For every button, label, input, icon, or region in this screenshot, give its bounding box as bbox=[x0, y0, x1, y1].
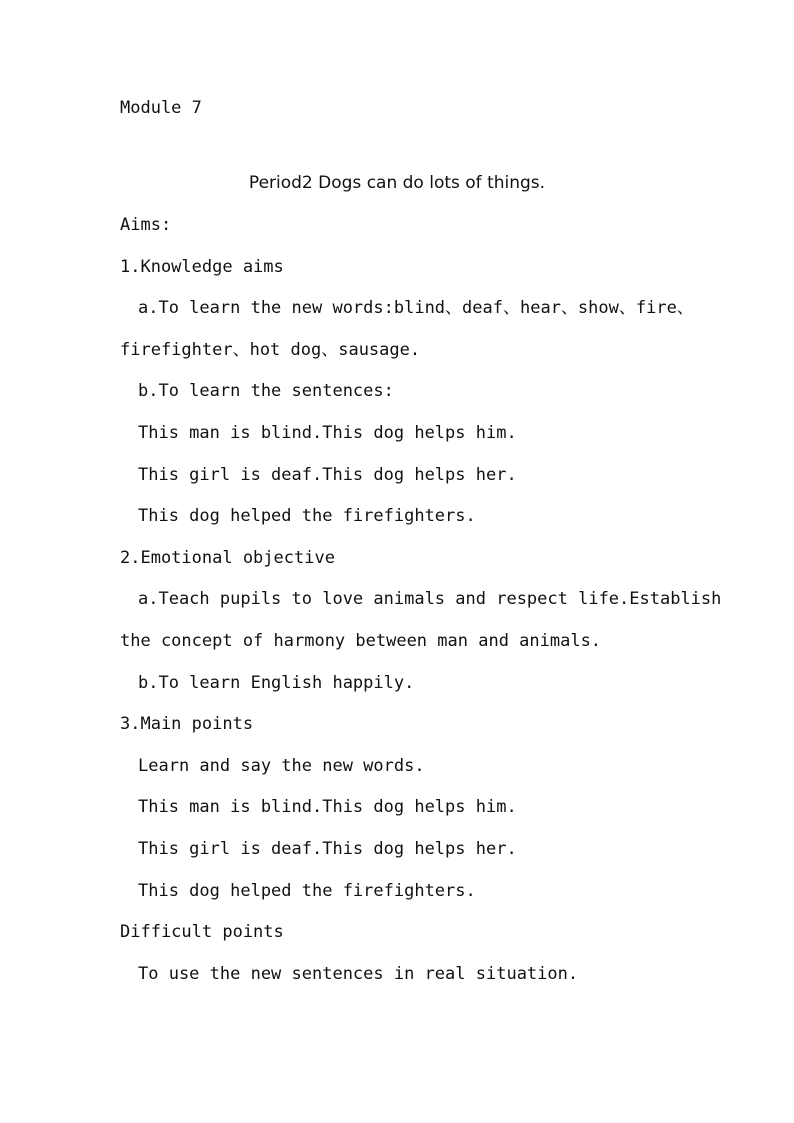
emotional-objective-heading: 2.Emotional objective bbox=[120, 548, 335, 568]
sentence-item: This man is blind.This dog helps him. bbox=[138, 423, 517, 443]
module-heading: Module 7 bbox=[120, 98, 202, 118]
emotional-b: b.To learn English happily. bbox=[138, 673, 415, 693]
sentence-item: This dog helped the firefighters. bbox=[138, 506, 476, 526]
knowledge-aims-heading: 1.Knowledge aims bbox=[120, 257, 284, 277]
main-point-item: Learn and say the new words. bbox=[138, 756, 425, 776]
main-point-item: This man is blind.This dog helps him. bbox=[138, 797, 517, 817]
difficult-points-heading: Difficult points bbox=[120, 922, 284, 942]
new-words-line-2: firefighter、hot dog、sausage. bbox=[120, 340, 421, 360]
lesson-title: Period2 Dogs can do lots of things. bbox=[248, 173, 546, 193]
main-point-item: This girl is deaf.This dog helps her. bbox=[138, 839, 517, 859]
difficult-point-item: To use the new sentences in real situation. bbox=[138, 964, 579, 984]
sentence-item: This girl is deaf.This dog helps her. bbox=[138, 465, 517, 485]
aims-heading: Aims: bbox=[120, 215, 172, 235]
main-point-item: This dog helped the firefighters. bbox=[138, 881, 476, 901]
new-words-line-1: a.To learn the new words:blind、deaf、hear、show、fire、 bbox=[138, 298, 694, 318]
emotional-a-line-2: the concept of harmony between man and animals. bbox=[120, 631, 602, 651]
emotional-a-line-1: a.Teach pupils to love animals and respect life.Establish bbox=[138, 589, 722, 609]
main-points-heading: 3.Main points bbox=[120, 714, 254, 734]
sentences-heading: b.To learn the sentences: bbox=[138, 381, 394, 401]
